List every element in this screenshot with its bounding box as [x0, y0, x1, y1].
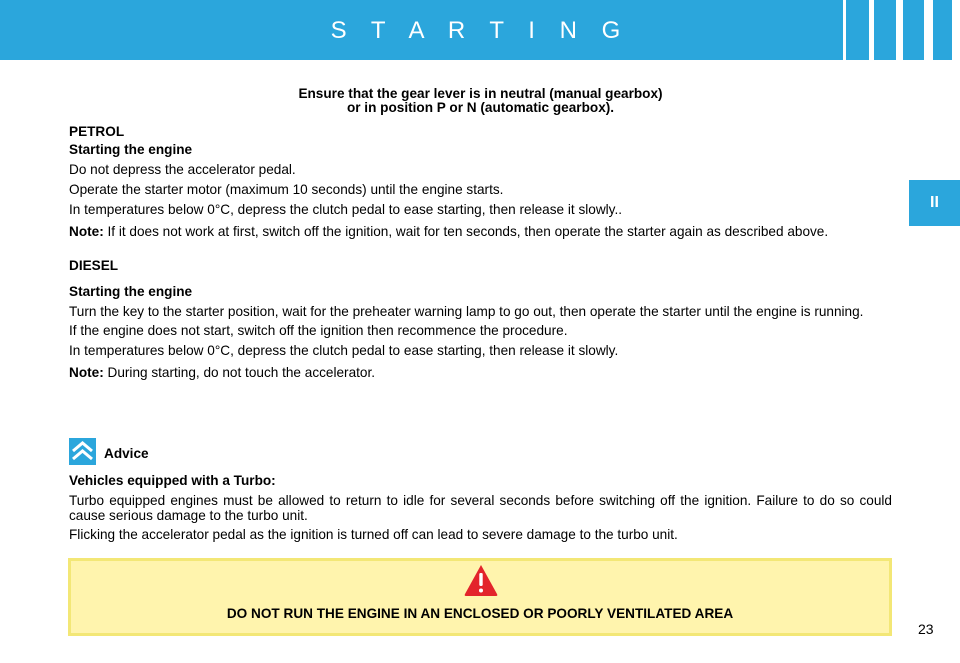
advice-label: Advice [104, 446, 149, 461]
advice-paragraph: Turbo equipped engines must be allowed to return to idle for several seconds before switching off the ignition. Failure to do so could cause serious damage to the turbo unit. [69, 493, 892, 523]
header-stripe [843, 0, 846, 60]
diesel-paragraph: In temperatures below 0°C, depress the clutch pedal to ease starting, then release it slowly. [69, 343, 619, 358]
diesel-paragraph: Turn the key to the starter position, wait for the preheater warning lamp to go out, then operate the starter until the engine is running. [69, 304, 864, 319]
note-text: If it does not work at first, switch off the ignition, wait for ten seconds, then operate the starter again as described above. [103, 224, 829, 239]
page-title: S T A R T I N G [330, 17, 630, 44]
diesel-note [69, 365, 892, 381]
petrol-section [69, 124, 892, 243]
brand-chevron-icon [69, 438, 96, 465]
warning-text: DO NOT RUN THE ENGINE IN AN ENCLOSED OR POORLY VENTILATED AREA [226, 606, 734, 621]
petrol-subheading: Starting the engine [69, 142, 193, 157]
section-tab: II [909, 180, 960, 226]
petrol-paragraph: Do not depress the accelerator pedal. [69, 162, 296, 177]
advice-paragraph: Flicking the accelerator pedal as the ignition is turned off can lead to severe damage to the turbo unit. [69, 527, 678, 542]
header-stripe [952, 0, 960, 60]
diesel-paragraph: If the engine does not start, switch off the ignition then recommence the procedure. [69, 323, 568, 338]
header-stripe [869, 0, 874, 60]
petrol-paragraph: Operate the starter motor (maximum 10 seconds) until the engine starts. [69, 182, 504, 197]
warning-box [68, 558, 892, 636]
petrol-heading: PETROL [69, 124, 125, 139]
petrol-paragraph: In temperatures below 0°C, depress the clutch pedal to ease starting, then release it slowly.. [69, 202, 623, 217]
intro-line-1: Ensure that the gear lever is in neutral (manual gearbox) [298, 86, 663, 101]
page-number: 23 [918, 621, 934, 637]
note-label: Note: [69, 224, 104, 239]
advice-section [69, 473, 892, 547]
note-label: Note: [69, 365, 104, 380]
note-text: During starting, do not touch the accelerator. [103, 365, 376, 380]
diesel-heading: DIESEL [69, 258, 119, 273]
warning-triangle-icon [463, 563, 499, 597]
intro-notice [69, 87, 892, 115]
diesel-section [69, 258, 892, 385]
page-header [0, 0, 960, 60]
header-stripe [924, 0, 933, 60]
diesel-subheading: Starting the engine [69, 284, 193, 299]
intro-line-2: or in position P or N (automatic gearbox). [346, 100, 615, 115]
advice-heading: Vehicles equipped with a Turbo: [69, 473, 276, 488]
header-stripe [896, 0, 903, 60]
petrol-note [69, 224, 892, 239]
